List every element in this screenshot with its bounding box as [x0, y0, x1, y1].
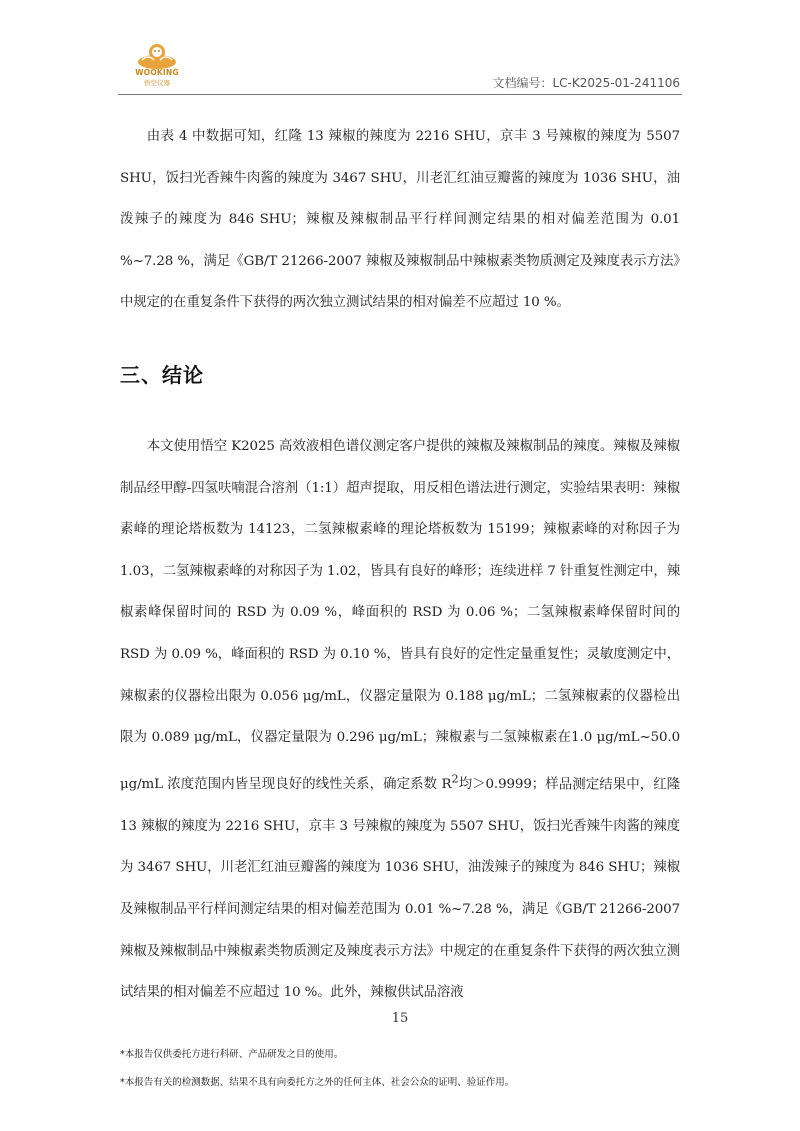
report-content [120, 116, 680, 1014]
conclusion-paragraph [120, 426, 680, 1014]
r2-superscript: 2 [451, 772, 459, 786]
company-logo [132, 42, 182, 88]
para-line: 性测定中，辣椒素峰保留时间的 RSD 为 0.09 %，峰面积的 RSD 为 0.06 %；二氢辣椒素峰 [120, 563, 681, 621]
para-line: 由表 4 中数据可知，红隆 13 辣椒的辣度为 2216 SHU，京丰 3 号辣椒的辣度为 5507 SHU， [120, 129, 680, 186]
para-line: 品测定结果中，红隆 13 辣椒的辣度为 2216 SHU，京丰 3 号辣椒的辣度为 5507 SHU，饭 [120, 777, 681, 834]
para-line: 本文使用悟空 K2025 高效液相色谱仪测定客户提供的辣椒及辣椒制品的辣度。辣椒及 [146, 438, 654, 454]
footnote-usage: *本报告仅供委托方进行科研、产品研发之目的使用。 [120, 1049, 344, 1060]
para-line: 满足《GB/T 21266-2007 辣椒及辣椒制品中辣椒素类物质测定及辣度表示方法》中规定的 [120, 253, 680, 311]
para-line: 辣椒制品经甲醇-四氢呋喃混合溶剂（1:1）超声提取，用反相色谱法进行测定，实验结果表 [120, 438, 680, 496]
wooking-logo-icon [136, 42, 178, 70]
para-line: 辣度为 846 SHU；辣椒及辣椒制品平行样间测定结果的相对偏差范围为 0.01 %~7.28 %， [120, 860, 681, 917]
para-line: 满足《GB/T 21266-2007 辣椒及辣椒制品中辣椒素类物质测定及辣度表示方法》中规定的 [120, 901, 680, 959]
document-number: 文档编号：LC-K2025-01-241106 [492, 76, 680, 90]
logo-text: WOOKING [135, 68, 179, 77]
para-line: 敏度测定中，辣椒素的仪器检出限为 0.056 μg/mL，仪器定量限为 0.188 μg/mL；二氢辣 [120, 646, 680, 704]
para-line: 保留时间的 RSD 为 0.09 %，峰面积的 RSD 为 0.10 %，皆具有良好的定性定量重复性；灵 [120, 605, 680, 662]
footnote-disclaimer: *本报告有关的检测数据、结果不具有向委托方之外的任何主体、社会公众的证明、验证作用。 [120, 1077, 515, 1088]
para-line: 的辣度为 846 SHU；辣椒及辣椒制品平行样间测定结果的相对偏差范围为 0.01 %~7.28 %， [120, 212, 680, 269]
para-line: 扫光香辣牛肉酱的辣度为 3467 SHU，川老汇红油豆瓣酱的辣度为 1036 SHU，油泼辣子的 [120, 818, 680, 876]
para-line: 在重复条件下获得的两次独立测试结果的相对偏差不应超过 10 %。 [173, 295, 570, 311]
page-number: 15 [391, 1011, 409, 1026]
results-paragraph [120, 116, 680, 324]
para-line: 椒素的仪器检出限为 0.089 μg/mL，仪器定量限为 0.296 μg/mL；辣椒素与二氢辣椒素在 [120, 688, 680, 746]
section-heading-conclusion: 三、结论 [120, 362, 204, 387]
para-line: 称因子为 1.03，二氢辣椒素峰的对称因子为 1.02，皆具有良好的峰形；连续进样 7 针重复 [120, 522, 680, 579]
r2-text-before: 1.0 μg/mL~50.0 μg/mL 浓度范围内皆呈现良好的线性关系，确定系数 R [120, 730, 680, 793]
para-line: 饭扫光香辣牛肉酱的辣度为 3467 SHU，川老汇红油豆瓣酱的辣度为 1036 SHU，油泼辣子 [120, 170, 680, 228]
header-divider [118, 94, 682, 95]
logo-subtext: 悟空仪器 [144, 79, 170, 87]
para-line: 明：辣椒素峰的理论塔板数为 14123，二氢辣椒素峰的理论塔板数为 15199；辣椒素峰的对 [120, 480, 680, 538]
para-line: 在重复条件下获得的两次独立测试结果的相对偏差不应超过 10 %。此外，辣椒供试品溶液 [120, 943, 680, 1001]
r2-text-after: 均＞0.9999；样 [458, 777, 559, 793]
